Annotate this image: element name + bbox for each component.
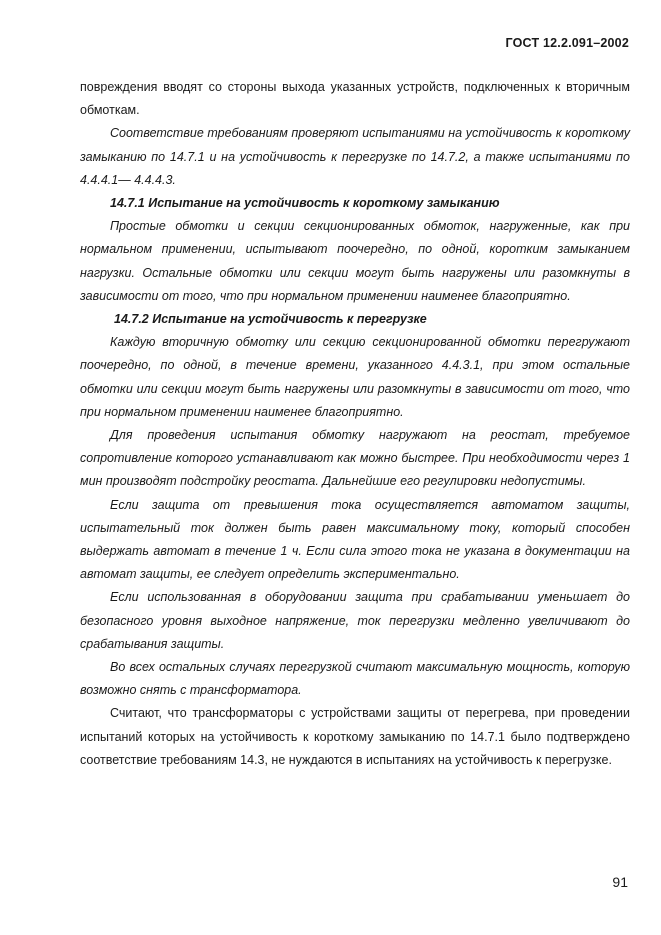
document-header: ГОСТ 12.2.091–2002 (505, 36, 629, 50)
paragraph-overload-1: Каждую вторичную обмотку или секцию секционированной обмотки перегружают поочередно, по одной, в течение времени, указанного 4.4.3.1, при этом остальные обмотки или секции могут быть нагружены или разомкнуты в зависимости от того, что при нормальном применении наименее благоприятно. (80, 335, 630, 419)
section-heading-14-7-2: 14.7.2 Испытание на устойчивость к перегрузке (114, 312, 427, 327)
paragraph-continuation: повреждения вводят со стороны выхода указанных устройств, подключенных к вторичным обмоткам. (80, 80, 630, 118)
paragraph-overload-4: Если использованная в оборудовании защита при срабатывании уменьшает до безопасного уровня выходное напряжение, ток перегрузки медленно увеличивают до срабатывания защиты. (80, 590, 630, 651)
document-body (80, 76, 630, 772)
paragraph-overload-5: Во всех остальных случаях перегрузкой считают максимальную мощность, которую возможно снять с трансформатора. (80, 660, 630, 698)
page-number: 91 (612, 874, 628, 890)
paragraph-compliance: Соответствие требованиям проверяют испытаниями на устойчивость к короткому замыканию по 14.7.1 и на устойчивость к перегрузке по 14.7.2, а также испытаниями по 4.4.4.1— 4.4.4.3. (80, 126, 630, 187)
paragraph-short-circuit-test: Простые обмотки и секции секционированных обмоток, нагруженные, как при нормальном применении, испытывают поочередно, по одной, коротким замыканием нагрузки. Остальные обмотки или секции могут быть нагружены или разомкнуты в зависимости от того, что при нормальном применении наименее благоприятно. (80, 219, 630, 303)
paragraph-overload-3: Если защита от превышения тока осуществляется автоматом защиты, испытательный ток должен быть равен максимальному току, который способен выдержать автомат в течение 1 ч. Если сила этого тока не указана в документации на автомат защиты, ее следует определить экспериментально. (80, 497, 630, 582)
paragraph-overload-2: Для проведения испытания обмотку нагружают на реостат, требуемое сопротивление которого устанавливают как можно быстрее. При необходимости через 1 мин производят подстройку реостата. Дальнейшие его регулировки недопустимы. (80, 428, 630, 489)
section-heading-14-7-1: 14.7.1 Испытание на устойчивость к короткому замыканию (110, 196, 500, 211)
paragraph-overload-6: Считают, что трансформаторы с устройствами защиты от перегрева, при проведении испытаний которых на устойчивость к короткому замыканию по 14.7.1 было подтверждено соответствие требованиям 14.3, не нуждаются в испытаниях на устойчивость к перегрузке. (80, 706, 630, 767)
